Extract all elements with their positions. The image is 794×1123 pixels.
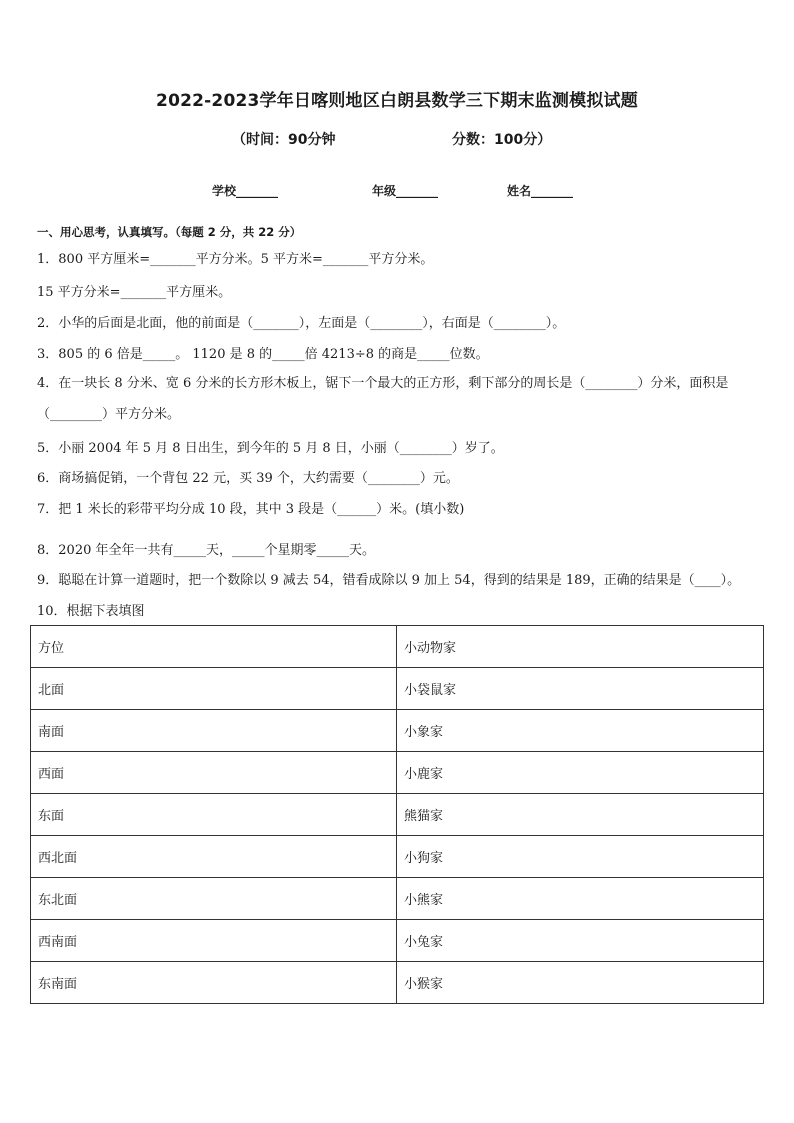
table-cell-animal-home: 小动物家 xyxy=(397,626,764,668)
table-cell-animal-home: 小袋鼠家 xyxy=(397,668,764,710)
table-cell-direction: 东面 xyxy=(31,794,397,836)
table-row xyxy=(31,962,764,1004)
question-1-continued: 15 平方分米=_______平方厘米。 xyxy=(37,285,232,300)
table-row xyxy=(31,752,764,794)
section-heading: 一、用心思考，认真填写。（每题 2 分，共 22 分） xyxy=(37,225,302,239)
question-10: 10．根据下表填图 xyxy=(37,604,145,619)
table-cell-animal-home: 小猴家 xyxy=(397,962,764,1004)
question-7: 7．把 1 米长的彩带平均分成 10 段，其中 3 段是（______）米。(填小数) xyxy=(37,502,465,517)
table-row xyxy=(31,668,764,710)
table-row xyxy=(31,878,764,920)
table-row xyxy=(31,920,764,962)
table-cell-direction: 南面 xyxy=(31,710,397,752)
question-9: 9．聪聪在计算一道题时，把一个数除以 9 减去 54，错看成除以 9 加上 54，得到的结果是 189，正确的结果是（____）。 xyxy=(37,573,741,588)
direction-table xyxy=(30,625,764,1004)
question-5: 5．小丽 2004 年 5 月 8 日出生，到今年的 5 月 8 日，小丽（________）岁了。 xyxy=(37,441,504,456)
table-cell-animal-home: 小狗家 xyxy=(397,836,764,878)
question-8: 8．2020 年全年一共有_____天，_____个星期零_____天。 xyxy=(37,543,375,558)
table-cell-direction: 方位 xyxy=(31,626,397,668)
question-2: 2．小华的后面是北面，他的前面是（_______），左面是（________），右面是（________）。 xyxy=(37,316,566,331)
question-1: 1．800 平方厘米=_______平方分米。5 平方米=_______平方分米。 xyxy=(37,252,434,267)
table-row xyxy=(31,794,764,836)
table-row xyxy=(31,710,764,752)
exam-score: 分数：100分） xyxy=(452,132,552,148)
table-cell-direction: 北面 xyxy=(31,668,397,710)
table-cell-direction: 东南面 xyxy=(31,962,397,1004)
question-3: 3．805 的 6 倍是_____。 1120 是 8 的_____倍 4213÷8 的商是_____位数。 xyxy=(37,347,489,362)
page-title: 2022-2023学年日喀则地区白朗县数学三下期末监测模拟试题 xyxy=(156,91,638,111)
table-cell-animal-home: 小鹿家 xyxy=(397,752,764,794)
school-field: 学校_______ xyxy=(212,184,279,198)
exam-time: （时间：90分钟 xyxy=(232,132,336,148)
table-cell-direction: 西面 xyxy=(31,752,397,794)
question-4: 4．在一块长 8 分米、宽 6 分米的长方形木板上，锯下一个最大的正方形，剩下部分的周长是（________）分米，面积是（________）平方分米。 xyxy=(37,376,729,422)
table-cell-animal-home: 小兔家 xyxy=(397,920,764,962)
table-row xyxy=(31,626,764,668)
table-row xyxy=(31,836,764,878)
table-cell-animal-home: 熊猫家 xyxy=(397,794,764,836)
table-cell-direction: 东北面 xyxy=(31,878,397,920)
table-cell-animal-home: 小熊家 xyxy=(397,878,764,920)
grade-field: 年级_______ xyxy=(372,184,439,198)
table-cell-direction: 西南面 xyxy=(31,920,397,962)
name-field: 姓名_______ xyxy=(507,184,574,198)
question-6: 6．商场搞促销，一个背包 22 元，买 39 个，大约需要（________）元。 xyxy=(37,471,459,486)
table-cell-animal-home: 小象家 xyxy=(397,710,764,752)
table-cell-direction: 西北面 xyxy=(31,836,397,878)
